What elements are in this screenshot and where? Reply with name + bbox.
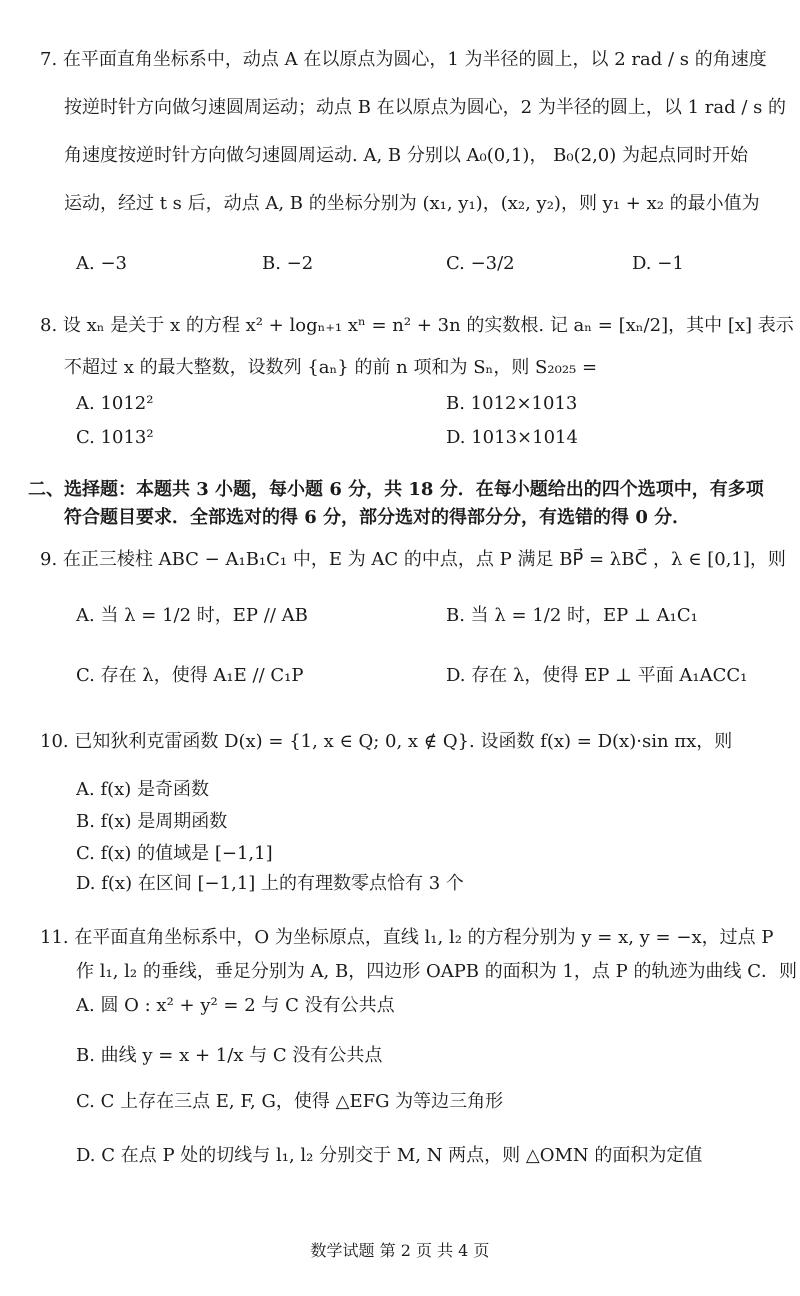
q7-option-d: D. −1 <box>632 253 684 274</box>
q9-line-1: 9. 在正三棱柱 ABC − A₁B₁C₁ 中，E 为 AC 的中点，点 P 满足 BP⃗ = λBC⃗ ，λ ∈ [0,1]，则 <box>40 549 786 570</box>
q10-option-c: C. f(x) 的值域是 [−1,1] <box>76 843 273 864</box>
q8-line-2: 不超过 x 的最大整数，设数列 {aₙ} 的前 n 项和为 Sₙ，则 S₂₀₂₅ = <box>64 357 598 378</box>
q11-option-c: C. C 上存在三点 E, F, G，使得 △EFG 为等边三角形 <box>76 1091 504 1112</box>
q7-line-3: 角速度按逆时针方向做匀速圆周运动. A, B 分别以 A₀(0,1)， B₀(2,0) 为起点同时开始 <box>64 145 748 166</box>
q8-line-1: 8. 设 xₙ 是关于 x 的方程 x² + logₙ₊₁ xⁿ = n² + 3n 的实数根. 记 aₙ = [xₙ/2]，其中 [x] 表示 <box>40 315 794 336</box>
q7-line-1: 7. 在平面直角坐标系中，动点 A 在以原点为圆心，1 为半径的圆上，以 2 rad / s 的角速度 <box>40 49 767 70</box>
q7-option-a: A. −3 <box>76 253 127 274</box>
section-2-line-2: 符合题目要求．全部选对的得 6 分，部分选对的得部分分，有选错的得 0 分． <box>64 507 691 528</box>
q9-option-a: A. 当 λ = 1/2 时，EP // AB <box>76 605 308 626</box>
section-2-line-1: 二、选择题：本题共 3 小题，每小题 6 分，共 18 分．在每小题给出的四个选项中，有多项 <box>28 479 764 500</box>
q8-option-b: B. 1012×1013 <box>446 393 578 414</box>
q11-line-1: 11. 在平面直角坐标系中，O 为坐标原点，直线 l₁, l₂ 的方程分别为 y = x, y = −x，过点 P <box>40 927 774 948</box>
q10-option-a: A. f(x) 是奇函数 <box>76 779 210 800</box>
q7-line-2: 按逆时针方向做匀速圆周运动；动点 B 在以原点为圆心，2 为半径的圆上，以 1 rad / s 的 <box>64 97 787 118</box>
q7-option-c: C. −3/2 <box>446 253 515 274</box>
q9-option-b: B. 当 λ = 1/2 时，EP ⊥ A₁C₁ <box>446 605 698 626</box>
q11-line-2: 作 l₁, l₂ 的垂线，垂足分别为 A, B，四边形 OAPB 的面积为 1，点 P 的轨迹为曲线 C．则 <box>76 961 797 982</box>
q10-option-d: D. f(x) 在区间 [−1,1] 上的有理数零点恰有 3 个 <box>76 873 464 894</box>
q11-option-a: A. 圆 O : x² + y² = 2 与 C 没有公共点 <box>76 995 395 1016</box>
q8-option-d: D. 1013×1014 <box>446 427 578 448</box>
q9-option-c: C. 存在 λ，使得 A₁E // C₁P <box>76 665 304 686</box>
page-footer: 数学试题 第 2 页 共 4 页 <box>310 1241 490 1260</box>
q9-option-d: D. 存在 λ，使得 EP ⊥ 平面 A₁ACC₁ <box>446 665 748 686</box>
q10-option-b: B. f(x) 是周期函数 <box>76 811 228 832</box>
q8-option-c: C. 1013² <box>76 427 154 448</box>
q8-option-a: A. 1012² <box>76 393 154 414</box>
q7-line-4: 运动，经过 t s 后，动点 A, B 的坐标分别为 (x₁, y₁)，(x₂, y₂)，则 y₁ + x₂ 的最小值为 <box>64 193 760 214</box>
q11-option-d: D. C 在点 P 处的切线与 l₁, l₂ 分别交于 M, N 两点，则 △OMN 的面积为定值 <box>76 1145 703 1166</box>
q7-option-b: B. −2 <box>262 253 314 274</box>
q11-option-b: B. 曲线 y = x + 1/x 与 C 没有公共点 <box>76 1045 383 1066</box>
q10-line-1: 10. 已知狄利克雷函数 D(x) = {1, x ∈ Q; 0, x ∉ Q}. 设函数 f(x) = D(x)·sin πx，则 <box>40 731 733 752</box>
